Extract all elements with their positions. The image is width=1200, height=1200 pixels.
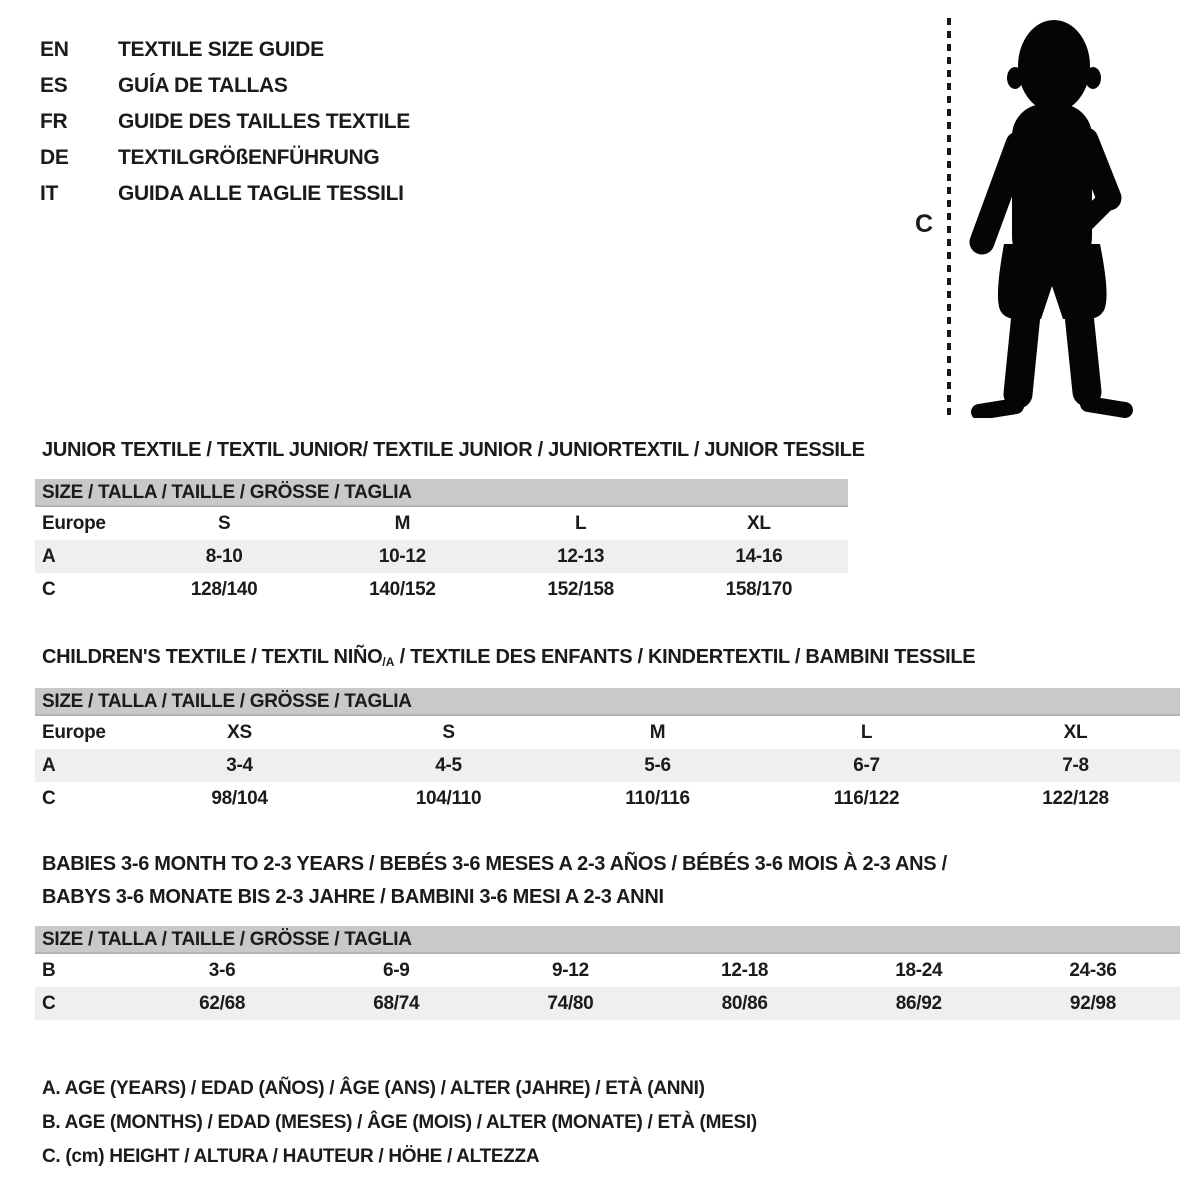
language-title-list [40,32,410,212]
language-title: TEXTILE SIZE GUIDE [118,38,324,61]
size-table [35,926,1180,1020]
table-cell: 4-5 [435,755,462,776]
table-cell: 24-36 [1069,960,1117,981]
row-label-cell: C [42,788,56,809]
section-title-line [42,641,1180,676]
row-label-cell: C [42,993,56,1014]
language-title: GUÍA DE TALLAS [118,74,288,97]
title-segment: /A [382,655,395,669]
table-row [35,954,1180,987]
title-segment: CHILDREN'S TEXTILE / TEXTIL NIÑO [42,646,383,668]
table-cell: L [574,513,587,534]
table-row [35,749,1180,782]
table-cell: 116/122 [833,788,900,809]
table-cell: M [394,513,411,534]
table-row [35,540,848,573]
section-babies-textile [35,848,1180,1020]
title-segment: BABIES 3-6 MONTH TO 2-3 YEARS / BEBÉS 3-6 MESES A 2-3 AÑOS / BÉBÉS 3-6 MOIS À 2-3 ANS / [42,853,947,875]
height-measure-label: C [915,210,933,238]
legend [42,1072,757,1174]
language-row [40,104,410,140]
table-cell: 104/110 [415,788,482,809]
section-title [35,434,865,467]
row-label-cell: A [42,755,56,776]
table-cell: 62/68 [199,993,246,1014]
table-cell: S [217,513,231,534]
section-junior-textile [35,434,865,606]
row-label-cell: Europe [42,722,106,743]
section-title-line [42,848,1180,881]
table-row [35,507,848,540]
table-cell: L [860,722,873,743]
table-cell: 122/128 [1042,788,1109,809]
size-header-bar: SIZE / TALLA / TAILLE / GRÖSSE / TAGLIA [35,479,848,507]
section-childrens-textile [35,641,1180,815]
table-cell: 3-4 [226,755,253,776]
language-code: FR [40,110,68,133]
table-row [35,782,1180,815]
table-cell: 140/152 [369,579,436,600]
section-title [35,641,1180,676]
table-cell: 158/170 [725,579,793,600]
table-cell: 6-9 [382,960,410,981]
table-cell: 3-6 [208,960,236,981]
table-cell: 92/98 [1069,993,1116,1014]
size-header-bar: SIZE / TALLA / TAILLE / GRÖSSE / TAGLIA [35,688,1180,716]
section-title [35,848,1180,914]
table-row [35,987,1180,1020]
table-cell: 74/80 [547,993,594,1014]
title-segment: JUNIOR TEXTILE / TEXTIL JUNIOR/ TEXTILE JUNIOR / JUNIORTEXTIL / JUNIOR TESSILE [42,439,865,461]
size-table [35,688,1180,815]
row-label-cell: Europe [42,513,106,534]
table-cell: S [442,722,455,743]
row-label-cell: A [42,546,56,567]
language-title: GUIDA ALLE TAGLIE TESSILI [118,182,404,205]
table-cell: XS [227,722,252,743]
table-row [35,573,848,606]
table-cell: 98/104 [211,788,268,809]
table-rows [35,507,848,606]
table-cell: 6-7 [853,755,880,776]
legend-line: A. AGE (YEARS) / EDAD (AÑOS) / ÂGE (ANS) / ALTER (JAHRE) / ETÀ (ANNI) [42,1078,705,1099]
height-measure-line [947,18,951,416]
table-cell: 86/92 [895,993,942,1014]
row-label-cell: B [42,960,56,981]
table-cell: XL [1063,722,1088,743]
size-header-bar: SIZE / TALLA / TAILLE / GRÖSSE / TAGLIA [35,926,1180,954]
section-title-line [42,434,865,467]
table-cell: 128/140 [190,579,258,600]
section-title-line [42,881,1180,914]
table-cell: 10-12 [378,546,426,567]
table-cell: 80/86 [721,993,768,1014]
table-cell: XL [747,513,771,534]
language-row [40,32,410,68]
table-cell: M [649,722,666,743]
table-cell: 110/116 [625,788,690,809]
legend-line: B. AGE (MONTHS) / EDAD (MESES) / ÂGE (MOIS) / ALTER (MONATE) / ETÀ (MESI) [42,1112,757,1133]
row-label-cell: C [42,579,56,600]
language-code: IT [40,182,59,205]
table-cell: 8-10 [205,546,243,567]
language-row [40,176,410,212]
language-row [40,68,410,104]
language-row [40,140,410,176]
table-cell: 68/74 [373,993,420,1014]
table-rows [35,954,1180,1020]
legend-line: C. (cm) HEIGHT / ALTURA / HAUTEUR / HÖHE / ALTEZZA [42,1146,540,1167]
table-cell: 5-6 [644,755,671,776]
title-segment: / TEXTILE DES ENFANTS / KINDERTEXTIL / BAMBINI TESSILE [394,646,976,668]
language-title: TEXTILGRÖßENFÜHRUNG [118,146,380,169]
table-cell: 7-8 [1062,755,1089,776]
toddler-silhouette-icon [966,16,1138,418]
language-code: DE [40,146,69,169]
table-cell: 152/158 [547,579,614,600]
language-code: ES [40,74,68,97]
language-title: GUIDE DES TAILLES TEXTILE [118,110,410,133]
table-cell: 9-12 [552,960,589,981]
table-rows [35,716,1180,815]
table-cell: 12-18 [721,960,769,981]
table-cell: 18-24 [895,960,943,981]
language-code: EN [40,38,69,61]
table-row [35,716,1180,749]
size-table [35,479,848,606]
table-cell: 12-13 [557,546,605,567]
table-cell: 14-16 [735,546,783,567]
title-segment: BABYS 3-6 MONATE BIS 2-3 JAHRE / BAMBINI 3-6 MESI A 2-3 ANNI [42,886,664,908]
